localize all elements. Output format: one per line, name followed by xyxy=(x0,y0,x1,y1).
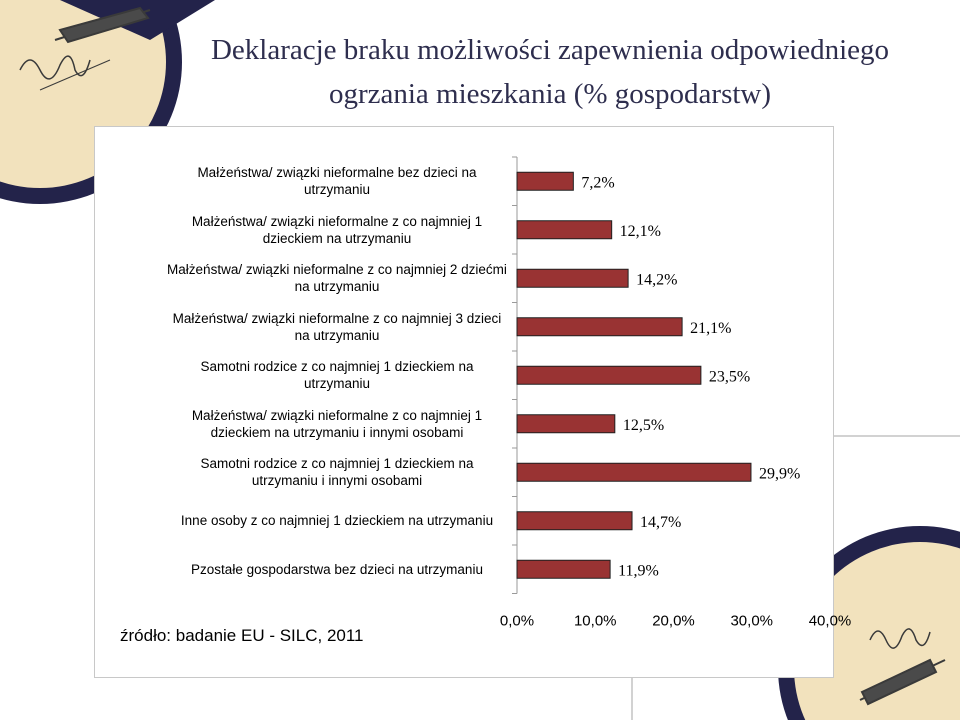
category-label: Małżeństwa/ związki nieformalne z co najmniej 1 dzieckiem na utrzymaniu xyxy=(191,213,483,246)
bar-chart xyxy=(95,127,852,679)
source-note: źródło: badanie EU - SILC, 2011 xyxy=(120,626,364,645)
category-label: Małżeństwa/ związki nieformalne z co najmniej 3 dzieci na utrzymaniu xyxy=(172,310,502,343)
category-label: Samotni rodzice z co najmniej 1 dzieckiem na utrzymaniu i innymi osobami xyxy=(200,456,474,489)
bar xyxy=(517,463,751,481)
bar-value-label: 7,2% xyxy=(581,174,615,192)
category-label: Samotni rodzice z co najmniej 1 dzieckiem na utrzymaniu xyxy=(200,359,474,392)
bar xyxy=(517,512,632,530)
bar xyxy=(517,318,682,336)
bar-value-label: 12,5% xyxy=(622,416,665,434)
bar xyxy=(517,172,573,190)
category-label: Inne osoby z co najmniej 1 dzieckiem na utrzymaniu xyxy=(180,513,494,529)
bar xyxy=(517,366,701,384)
category-label: Małżeństwa/ związki nieformalne bez dzieci na utrzymaniu xyxy=(197,165,477,198)
bar xyxy=(517,221,612,239)
x-tick-label: 30,0% xyxy=(730,612,774,630)
slide-title-line1: Deklaracje braku możliwości zapewnienia odpowiedniego xyxy=(210,34,890,66)
bar-value-label: 14,2% xyxy=(636,271,678,289)
bar-value-label: 21,1% xyxy=(690,319,732,337)
bar-value-label: 12,1% xyxy=(619,222,662,240)
bar-value-label: 14,7% xyxy=(640,513,682,531)
chart-panel xyxy=(94,126,852,678)
category-label: Małżeństwa/ związki nieformalne z co najmniej 2 dziećmi na utrzymaniu xyxy=(167,262,507,295)
x-tick-label: 10,0% xyxy=(573,612,617,630)
slide-title-line2: ogrzania mieszkania (% gospodarstw) xyxy=(328,78,772,110)
bar xyxy=(517,269,628,287)
bar-value-label: 11,9% xyxy=(618,562,659,580)
bar-value-label: 29,9% xyxy=(758,465,801,483)
bar xyxy=(517,415,615,433)
x-tick-label: 20,0% xyxy=(652,612,695,630)
bar xyxy=(517,560,610,578)
bar-value-label: 23,5% xyxy=(708,368,751,386)
x-tick-label: 0,0% xyxy=(499,612,535,630)
category-label: Pzostałe gospodarstwa bez dzieci na utrzymaniu xyxy=(191,561,483,577)
category-label: Małżeństwa/ związki nieformalne z co najmniej 1 dzieckiem na utrzymaniu i innymi osobami xyxy=(191,407,483,440)
x-tick-label: 40,0% xyxy=(808,612,852,630)
